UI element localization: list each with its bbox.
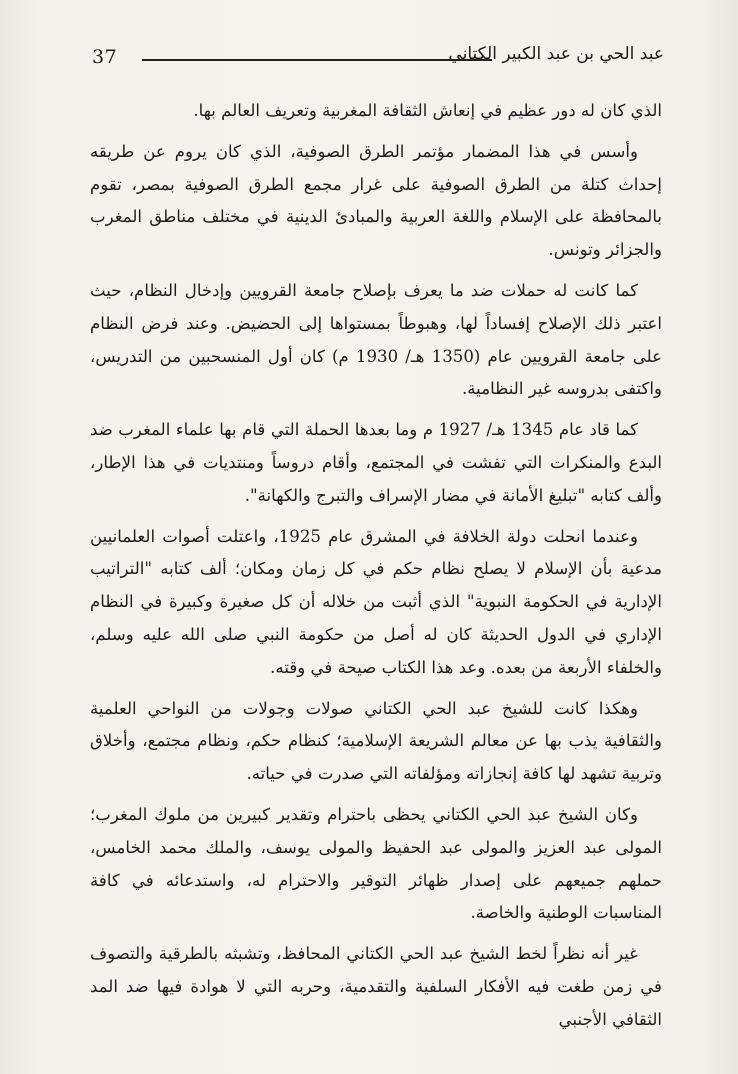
paragraph: كما كانت له حملات ضد ما يعرف بإصلاح جامعة القرويين وإدخال النظام، حيث اعتبر ذلك الإصلاح إفساداً لها، وهبوطاً بمستواها إلى الحضيض. وعند فرض النظام على جامعة القرويين عام (1350 هـ/ 1930 م) كان أول المنسحبين من التدريس، واكتفى بدروسه غير النظامية. xyxy=(90,280,662,399)
paragraph: وعندما انحلت دولة الخلافة في المشرق عام 1925، واعتلت أصوات العلمانيين مدعية بأن الإسلام لا يصلح نظام حكم في كل زمان ومكان؛ ألف كتابه "التراتيب الإدارية في الحكومة النبوية" الذي أثبت من خلاله أن كل صغيرة وكبيرة في النظام الإداري في الدول الحديثة كان له أصل من حكومة النبي صلى الله عليه وسلم، والخلفاء الأربعة من بعده. وعد هذا الكتاب صيحة في وقته. xyxy=(90,526,662,677)
paragraph: وأسس في هذا المضمار مؤتمر الطرق الصوفية، الذي كان يروم عن طريقه إحداث كتلة من الطرق الصوفية على غرار مجمع الطرق الصوفية بمصر، تقوم بالمحافظة على الإسلام واللغة العربية والمبادئ الدينية في مختلف مناطق المغرب والجزائر وتونس. xyxy=(90,141,662,260)
body-text xyxy=(90,95,662,1045)
page-header xyxy=(92,40,664,80)
paragraph: وهكذا كانت للشيخ عبد الحي الكتاني صولات وجولات من النواحي العلمية والثقافية يذب بها عن معالم الشريعة الإسلامية؛ كنظام حكم، ونظام مجتمع، وأخلاق وتربية تشهد لها كافة إنجازاته ومؤلفاته التي صدرت في حياته. xyxy=(90,698,662,784)
page-number: 37 xyxy=(92,46,118,68)
paragraph: غير أنه نظراً لخط الشيخ عبد الحي الكتاني المحافظ، وتشبثه بالطرقية والتصوف في زمن طغت فيه الأفكار السلفية والتقدمية، وحربه التي لا هوادة فيها ضد المد الثقافي الأجنبي xyxy=(90,944,662,1029)
running-title: عبد الحي بن عبد الكبير الكتاني xyxy=(448,44,664,64)
paragraph: كما قاد عام 1345 هـ/ 1927 م وما بعدها الحملة التي قام بها علماء المغرب ضد البدع والمنكرات التي تفشت في المجتمع، وأقام دروساً ومنتديات في هذا الإطار، وألف كتابه "تبليغ الأمانة في مضار الإسراف والتبرج والكهانة". xyxy=(90,420,662,505)
header-rule xyxy=(142,59,492,61)
paragraph: الذي كان له دور عظيم في إنعاش الثقافة المغربية وتعريف العالم بها. xyxy=(193,101,662,120)
paragraph: وكان الشيخ عبد الحي الكتاني يحظى باحترام وتقدير كبيرين من ملوك المغرب؛ المولى عبد العزيز والمولى عبد الحفيظ والمولى يوسف، والملك محمد الخامس، حملهم جميعهم على إصدار ظهائر التوقير والاحترام له، واستدعائه في كافة المناسبات الوطنية والخاصة. xyxy=(90,804,662,923)
